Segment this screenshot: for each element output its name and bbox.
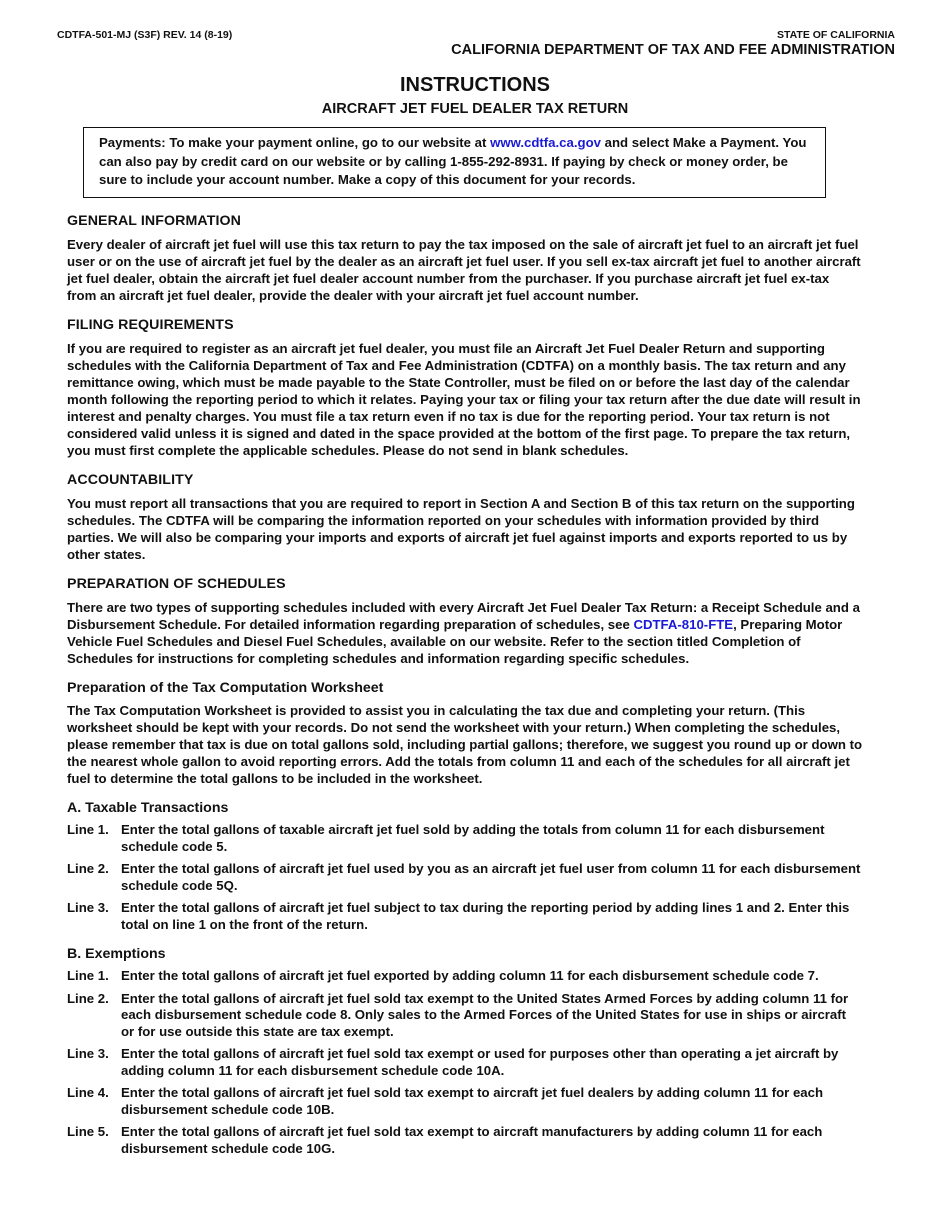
accountability-heading: ACCOUNTABILITY <box>67 472 194 488</box>
line-label: Line 1. <box>67 968 109 983</box>
preparation-of-schedules-body <box>67 599 862 667</box>
line-label: Line 4. <box>67 1085 109 1100</box>
payment-notice-box <box>83 127 826 198</box>
preparation-of-schedules-heading: PREPARATION OF SCHEDULES <box>67 576 286 592</box>
agency-name: CALIFORNIA DEPARTMENT OF TAX AND FEE ADMINISTRATION <box>451 42 895 58</box>
exemption-line-item <box>67 1124 862 1157</box>
filing-requirements-body: If you are required to register as an aircraft jet fuel dealer, you must file an Aircraft Jet Fuel Dealer Return and supporting schedules with the California Department of Tax and Fee Administration (CDTFA) on a monthly basis. The tax return and any remittance owing, which must be made payable to the State Controller, must be filed on or before the last day of the calendar month following the reporting period to which it relates. Paying your tax or filing your tax return after the due date will result in interest and penalty charges. You must file a tax return even if no tax is due for the reporting period. Your tax return is not considered valid unless it is signed and dated in the space provided at the bottom of the first page. To prepare the tax return, you must first complete the applicable schedules. Please do not send in blank schedules. <box>67 341 861 458</box>
exemption-line-item <box>67 1085 862 1118</box>
taxable-line-item <box>67 900 862 933</box>
state-label: STATE OF CALIFORNIA <box>776 29 895 41</box>
line-label: Line 2. <box>67 861 109 876</box>
payment-text-end: and select Make a Payment. You can also pay by credit card on our website or by calling 1-855-292-8931. If paying by check or money order, be sure to include your account number. Make a copy of this document for your records. <box>99 135 807 187</box>
line-text: Enter the total gallons of taxable aircraft jet fuel sold by adding the totals from column 11 for each disbursement schedule code 5. <box>121 822 825 854</box>
filing-requirements-heading: FILING REQUIREMENTS <box>67 317 234 333</box>
line-label: Line 3. <box>67 900 109 915</box>
payment-text-start: Payments: To make your payment online, go to our website at <box>99 135 491 150</box>
page-title: INSTRUCTIONS <box>400 74 550 96</box>
accountability-body: You must report all transactions that you are required to report in Section A and Section B of this tax return on the supporting schedules. The CDTFA will be comparing the information reported on your schedules with information provided by third parties. We will also be comparing your imports and exports of aircraft jet fuel against imports and exports reported to us by other states. <box>67 496 855 562</box>
line-label: Line 5. <box>67 1124 109 1139</box>
schedules-text-start: There are two types of supporting schedules included with every Aircraft Jet Fuel Dealer Tax Return: a Receipt Schedule and a Disbursement Schedule. For detailed information regarding preparation of schedules, see <box>67 600 860 632</box>
general-information-body: Every dealer of aircraft jet fuel will use this tax return to pay the tax imposed on the sale of aircraft jet fuel to an aircraft jet fuel user or on the use of aircraft jet fuel by the dealer as an aircraft jet fuel user. If you sell ex-tax aircraft jet fuel to another aircraft jet fuel dealer, obtain the aircraft jet fuel dealer account number from the purchaser. If you purchase aircraft jet fuel ex-tax from an aircraft jet fuel dealer, provide the dealer with your aircraft jet fuel account number. <box>67 237 861 303</box>
exemptions-heading: B. Exemptions <box>67 946 166 962</box>
general-information-heading: GENERAL INFORMATION <box>67 213 241 229</box>
line-label: Line 1. <box>67 822 109 837</box>
taxable-line-item <box>67 822 862 855</box>
worksheet-heading: Preparation of the Tax Computation Worksheet <box>67 680 384 696</box>
exemption-line-item <box>67 968 862 985</box>
exemption-line-item <box>67 991 862 1041</box>
line-label: Line 2. <box>67 990 109 1006</box>
line-label: Line 3. <box>67 1046 109 1061</box>
line-text: Enter the total gallons of aircraft jet fuel sold tax exempt to the United States Armed Forces by adding column 11 for each disbursement schedule code 8. Only sales to the Armed Forces of the United States for use in ships or aircraft or for use outside this state are tax exempt. <box>121 990 849 1039</box>
line-text: Enter the total gallons of aircraft jet fuel subject to tax during the reporting period by adding lines 1 and 2. Enter this total on line 1 on the front of the return. <box>121 900 850 932</box>
line-text: Enter the total gallons of aircraft jet fuel exported by adding column 11 for each disbursement schedule code 7. <box>121 968 819 983</box>
cdtfa-810-fte-link[interactable]: CDTFA-810-FTE <box>633 617 734 632</box>
form-id: CDTFA-501-MJ (S3F) REV. 14 (8-19) <box>57 29 233 41</box>
line-text: Enter the total gallons of aircraft jet fuel used by you as an aircraft jet fuel user from column 11 for each disbursement schedule code 5Q. <box>121 861 861 893</box>
taxable-line-item <box>67 861 862 894</box>
cdtfa-website-link[interactable]: www.cdtfa.ca.gov <box>490 135 601 150</box>
line-text: Enter the total gallons of aircraft jet fuel sold tax exempt or used for purposes other than operating a jet aircraft by adding column 11 for each disbursement schedule code 10A. <box>121 1046 839 1078</box>
instructions-content <box>67 213 862 1163</box>
exemption-line-item <box>67 1046 862 1079</box>
taxable-transactions-heading: A. Taxable Transactions <box>67 800 229 816</box>
schedules-text-end: , Preparing Motor Vehicle Fuel Schedules and Diesel Fuel Schedules, available on our website. Refer to the section titled Completion of Schedules for instructions for completing schedules and information regarding specific schedules. <box>67 617 843 666</box>
line-text: Enter the total gallons of aircraft jet fuel sold tax exempt to aircraft jet fuel dealers by adding column 11 for each disbursement schedule code 10B. <box>121 1085 824 1117</box>
page-subtitle: AIRCRAFT JET FUEL DEALER TAX RETURN <box>321 101 629 117</box>
worksheet-body: The Tax Computation Worksheet is provided to assist you in calculating the tax due and completing your return. (This worksheet should be kept with your records. Do not send the worksheet with your return.) When completing the schedules, please remember that tax is due on total gallons sold, including partial gallons; therefore, we suggest you round up or down to the nearest whole gallon to avoid reporting errors. Add the totals from column 11 and each of the schedules for all aircraft jet fuel to determine the total gallons to be included in the worksheet. <box>67 703 863 786</box>
line-text: Enter the total gallons of aircraft jet fuel sold tax exempt to aircraft manufacturers by adding column 11 for each disbursement schedule code 10G. <box>121 1124 823 1156</box>
